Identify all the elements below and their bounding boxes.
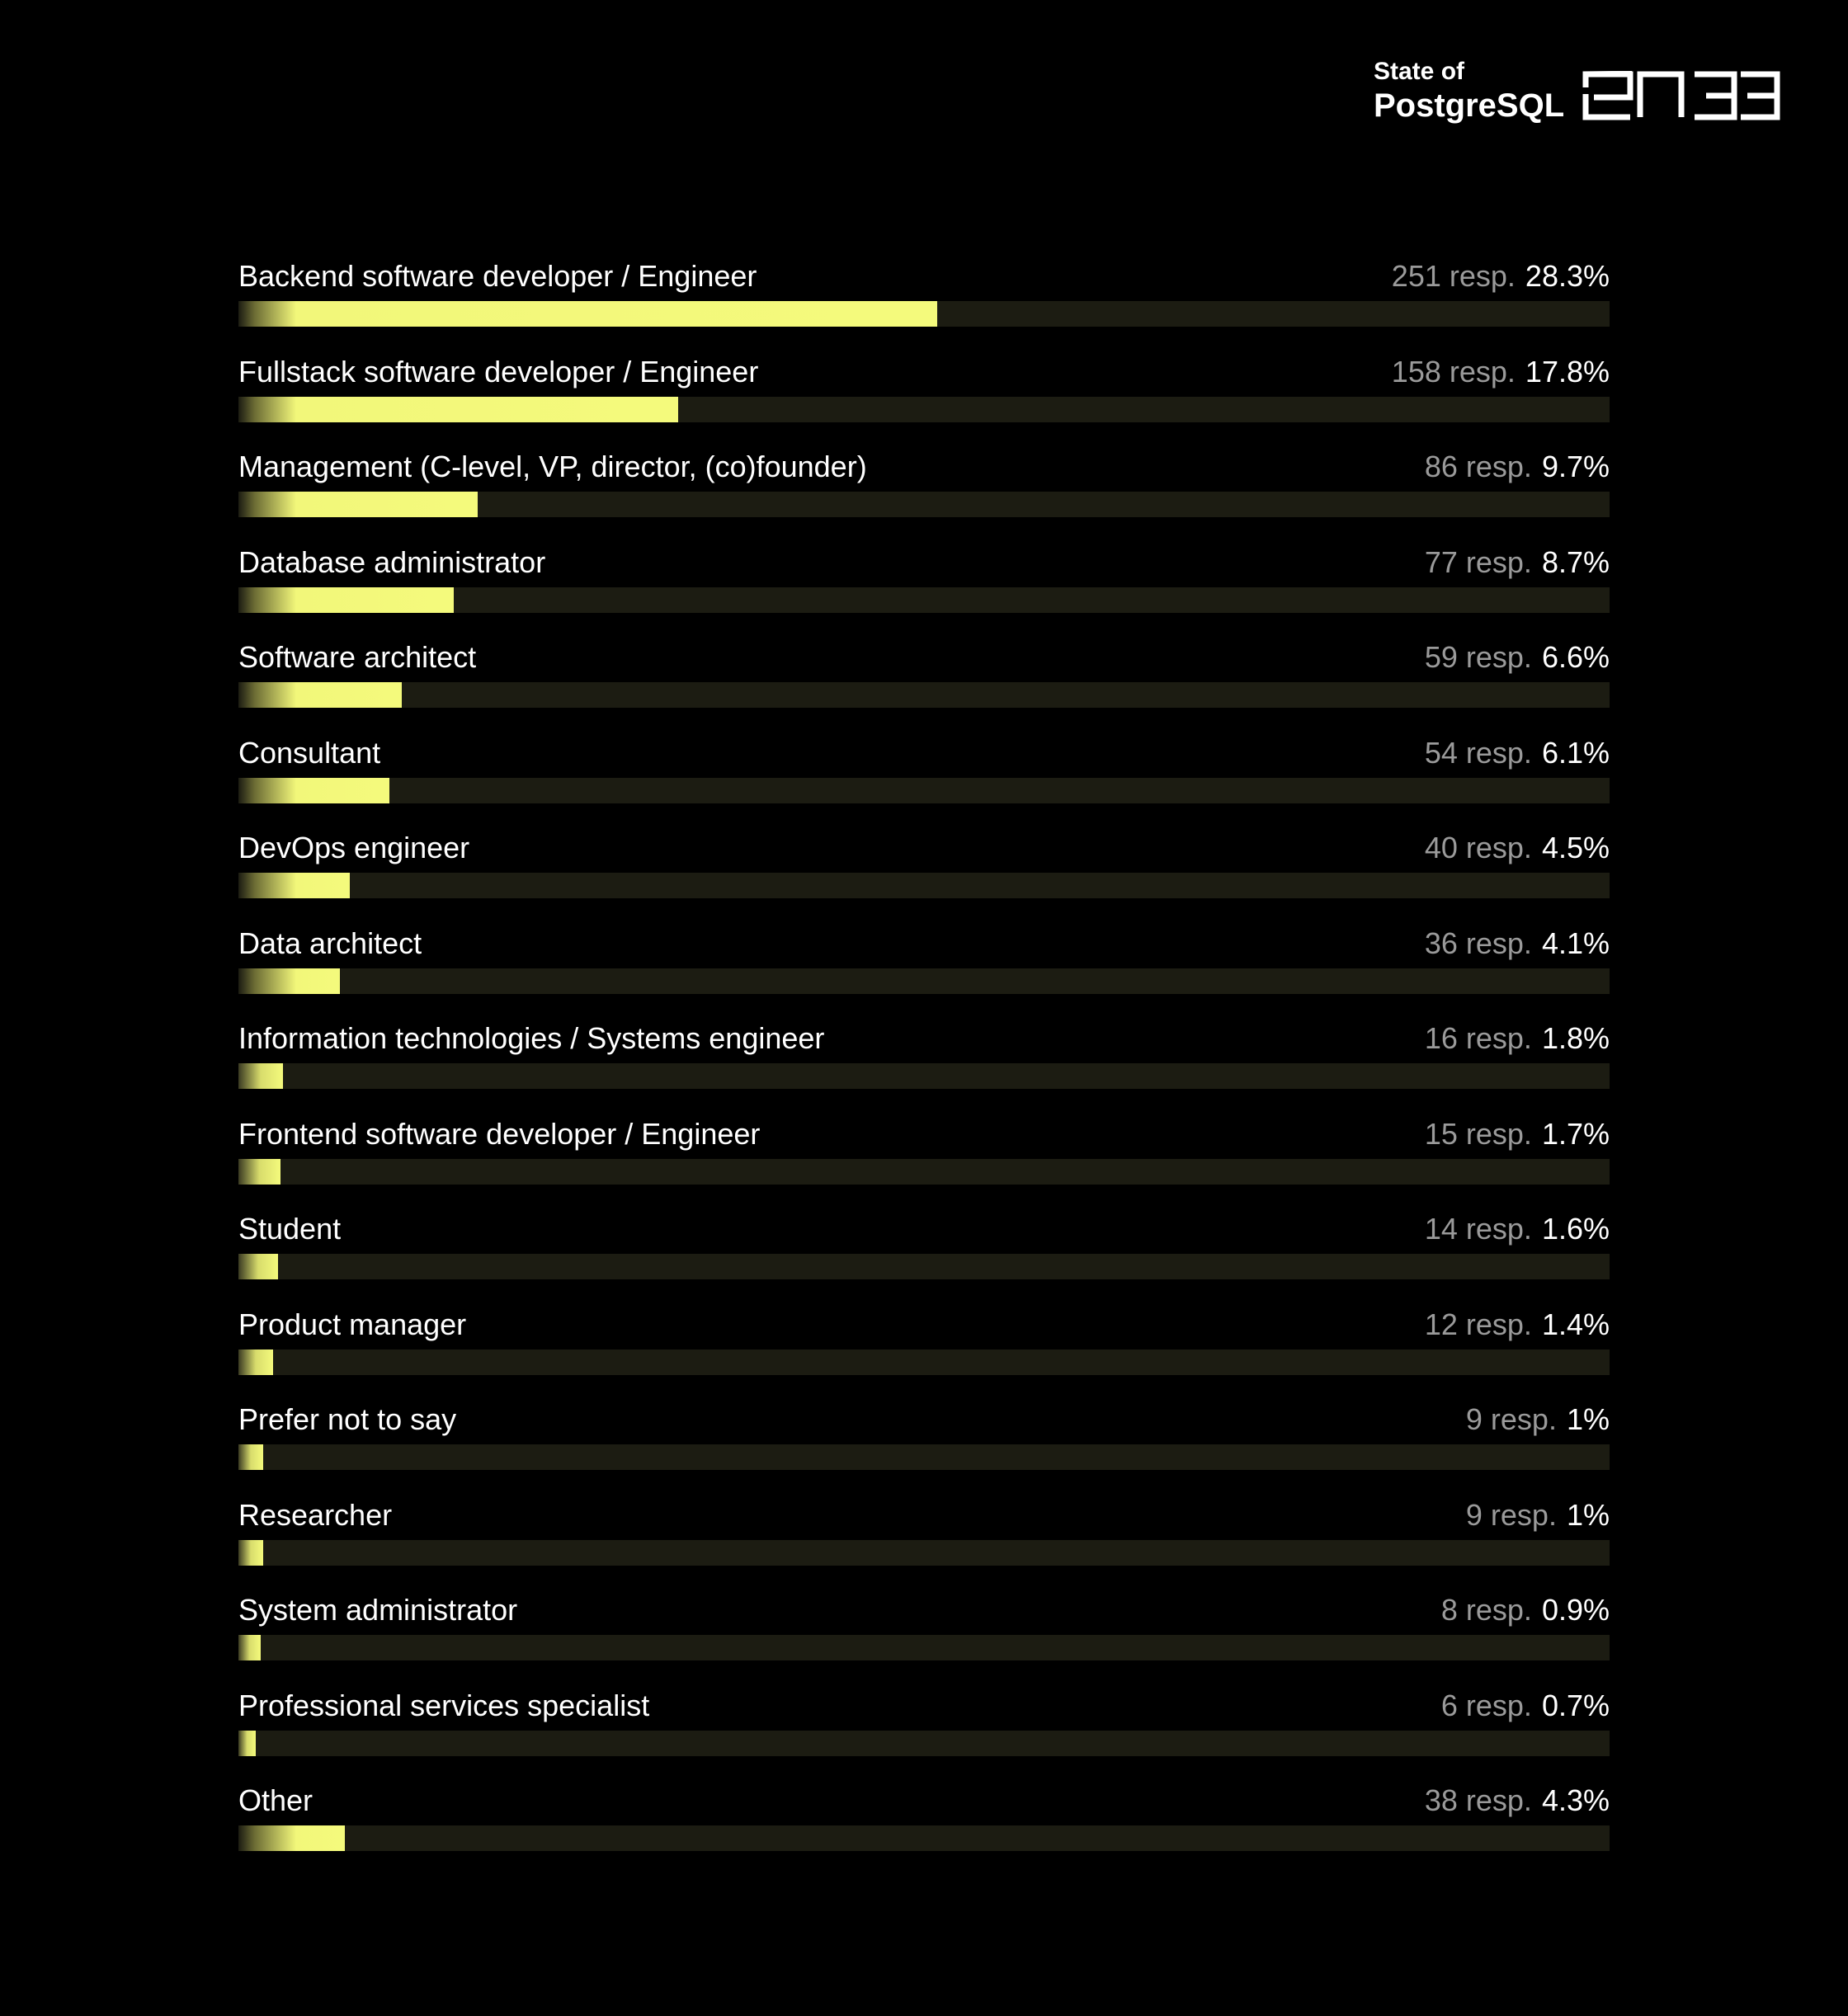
response-count: [1425, 450, 1532, 483]
bar-track: [238, 1063, 1610, 1089]
response-count: [1441, 1593, 1532, 1627]
response-count: [1466, 1402, 1557, 1436]
bar-stats: [1425, 1783, 1610, 1817]
bar-label: Student: [238, 1212, 342, 1246]
bar-fill: [238, 778, 389, 803]
percent-label: 8.7%: [1541, 544, 1610, 579]
response-suffix: resp.: [1457, 926, 1532, 960]
bar-row: [238, 443, 1610, 539]
bar-track: [238, 682, 1610, 708]
response-number: 86: [1424, 450, 1458, 483]
bar-fill: [238, 492, 478, 517]
bar-stats: [1392, 355, 1610, 389]
response-suffix: resp.: [1440, 354, 1516, 389]
response-suffix: resp.: [1457, 1593, 1532, 1627]
response-count: [1425, 831, 1532, 864]
response-number: 158: [1391, 354, 1441, 389]
response-suffix: resp.: [1482, 1402, 1557, 1436]
bar-row: [238, 1015, 1610, 1110]
bar-fill: [238, 587, 454, 613]
response-number: 15: [1424, 1116, 1458, 1151]
response-suffix: resp.: [1457, 831, 1532, 864]
response-count: [1392, 355, 1516, 389]
bar-fill: [238, 1159, 280, 1185]
bar-fill: [238, 397, 678, 422]
bar-track: [238, 778, 1610, 803]
state-of-postgresql-logo: [1370, 58, 1782, 132]
response-count: [1425, 1021, 1532, 1055]
percent-label: 1%: [1566, 1497, 1610, 1532]
bar-row: [238, 1586, 1610, 1682]
bar-label: Researcher: [238, 1497, 393, 1532]
bar-stats: [1392, 259, 1610, 293]
bar-fill: [238, 1444, 263, 1470]
bar-stats: [1425, 1212, 1610, 1246]
percent-label: 0.9%: [1541, 1593, 1610, 1627]
percent-label: 0.7%: [1541, 1688, 1610, 1722]
bar-fill: [238, 301, 937, 327]
response-suffix: resp.: [1457, 1688, 1532, 1722]
bar-row: [238, 1110, 1610, 1206]
bar-row: [238, 1396, 1610, 1491]
response-number: 59: [1424, 640, 1458, 674]
bar-stats: [1425, 1117, 1610, 1151]
percent-label: 17.8%: [1525, 354, 1610, 389]
response-count: [1392, 259, 1516, 293]
bar-track: [238, 1635, 1610, 1660]
bar-row: [238, 729, 1610, 825]
bar-track: [238, 397, 1610, 422]
bar-stats: [1425, 545, 1610, 579]
bar-label: Frontend software developer / Engineer: [238, 1116, 761, 1151]
bar-label: DevOps engineer: [238, 831, 470, 864]
bar-row: [238, 634, 1610, 729]
percent-label: 1.4%: [1541, 1307, 1610, 1341]
bar-track: [238, 301, 1610, 327]
percent-label: 1.8%: [1541, 1021, 1610, 1055]
response-number: 8: [1440, 1593, 1458, 1627]
percent-label: 4.3%: [1541, 1783, 1610, 1817]
percent-label: 9.7%: [1541, 450, 1610, 483]
bar-stats: [1441, 1689, 1610, 1722]
bar-row: [238, 1682, 1610, 1778]
response-number: 9: [1465, 1402, 1483, 1436]
response-count: [1425, 545, 1532, 579]
bar-fill: [238, 1825, 345, 1851]
bar-label: Fullstack software developer / Engineer: [238, 354, 759, 389]
bar-stats: [1425, 1021, 1610, 1055]
bar-stats: [1425, 736, 1610, 770]
bar-track: [238, 873, 1610, 898]
bar-track: [238, 1540, 1610, 1566]
response-number: 14: [1424, 1212, 1458, 1246]
bar-label: Professional services specialist: [238, 1688, 650, 1722]
response-suffix: resp.: [1482, 1497, 1557, 1532]
bar-stats: [1466, 1402, 1610, 1436]
percent-label: 6.1%: [1541, 735, 1610, 770]
bar-stats: [1425, 450, 1610, 483]
response-number: 54: [1424, 735, 1458, 770]
response-count: [1425, 926, 1532, 960]
bar-track: [238, 1159, 1610, 1185]
percent-label: 4.5%: [1541, 831, 1610, 864]
bar-track: [238, 1444, 1610, 1470]
bar-label: Database administrator: [238, 544, 546, 579]
bar-row: [238, 1301, 1610, 1397]
bar-track: [238, 968, 1610, 994]
bar-fill: [238, 1063, 283, 1089]
bar-label: Backend software developer / Engineer: [238, 259, 757, 293]
response-number: 12: [1424, 1307, 1458, 1341]
bar-track: [238, 1731, 1610, 1756]
bar-label: Consultant: [238, 735, 381, 770]
bar-fill: [238, 1540, 263, 1566]
response-number: 251: [1391, 259, 1441, 293]
bar-track: [238, 1349, 1610, 1375]
percent-label: 1%: [1566, 1402, 1610, 1436]
job-role-bar-chart: [238, 252, 1610, 1872]
percent-label: 6.6%: [1541, 640, 1610, 674]
bar-stats: [1425, 926, 1610, 960]
bar-row: [238, 252, 1610, 348]
bar-fill: [238, 1254, 278, 1279]
response-count: [1425, 1117, 1532, 1151]
response-count: [1425, 1212, 1532, 1246]
bar-stats: [1425, 640, 1610, 674]
bar-label: Other: [238, 1783, 314, 1817]
bar-row: [238, 920, 1610, 1015]
bar-track: [238, 587, 1610, 613]
bar-label: Information technologies / Systems engineer: [238, 1021, 825, 1055]
logo-line-state-of: State of: [1374, 58, 1465, 85]
bar-row: [238, 1491, 1610, 1587]
percent-label: 1.6%: [1541, 1212, 1610, 1246]
bar-stats: [1425, 1307, 1610, 1341]
bar-stats: [1441, 1593, 1610, 1627]
response-number: 40: [1424, 831, 1458, 864]
percent-label: 28.3%: [1525, 259, 1610, 293]
bar-label: Product manager: [238, 1307, 467, 1341]
logo-line-postgresql: PostgreSQL: [1374, 87, 1565, 124]
response-suffix: resp.: [1457, 450, 1532, 483]
response-suffix: resp.: [1457, 640, 1532, 674]
bar-track: [238, 1254, 1610, 1279]
response-suffix: resp.: [1457, 1212, 1532, 1246]
bar-label: Software architect: [238, 640, 477, 674]
bar-row: [238, 539, 1610, 634]
bar-label: Data architect: [238, 926, 422, 960]
bar-track: [238, 1825, 1610, 1851]
response-count: [1425, 1307, 1532, 1341]
response-number: 6: [1440, 1688, 1458, 1722]
bar-row: [238, 348, 1610, 444]
bar-label: Management (C-level, VP, director, (co)founder): [238, 450, 867, 483]
response-count: [1441, 1689, 1532, 1722]
bar-row: [238, 824, 1610, 920]
bar-fill: [238, 873, 350, 898]
response-suffix: resp.: [1457, 1783, 1532, 1817]
percent-label: 1.7%: [1541, 1116, 1610, 1151]
response-count: [1425, 736, 1532, 770]
logo-year-2023: [1582, 68, 1780, 129]
response-suffix: resp.: [1457, 1021, 1532, 1055]
response-suffix: resp.: [1457, 1307, 1532, 1341]
bar-row: [238, 1777, 1610, 1872]
response-count: [1466, 1498, 1557, 1532]
response-number: 77: [1424, 544, 1458, 579]
bar-fill: [238, 1349, 273, 1375]
response-suffix: resp.: [1457, 544, 1532, 579]
response-suffix: resp.: [1457, 1116, 1532, 1151]
response-suffix: resp.: [1457, 735, 1532, 770]
bar-fill: [238, 968, 340, 994]
response-number: 9: [1465, 1497, 1483, 1532]
response-count: [1425, 1783, 1532, 1817]
bar-label: Prefer not to say: [238, 1402, 457, 1436]
bar-track: [238, 492, 1610, 517]
bar-fill: [238, 682, 402, 708]
bar-fill: [238, 1731, 256, 1756]
bar-label: System administrator: [238, 1593, 518, 1627]
response-number: 38: [1424, 1783, 1458, 1817]
bar-fill: [238, 1635, 261, 1660]
response-number: 36: [1424, 926, 1458, 960]
response-suffix: resp.: [1440, 259, 1516, 293]
response-number: 16: [1424, 1021, 1458, 1055]
bar-stats: [1425, 831, 1610, 864]
bar-stats: [1466, 1498, 1610, 1532]
response-count: [1425, 640, 1532, 674]
percent-label: 4.1%: [1541, 926, 1610, 960]
bar-row: [238, 1205, 1610, 1301]
